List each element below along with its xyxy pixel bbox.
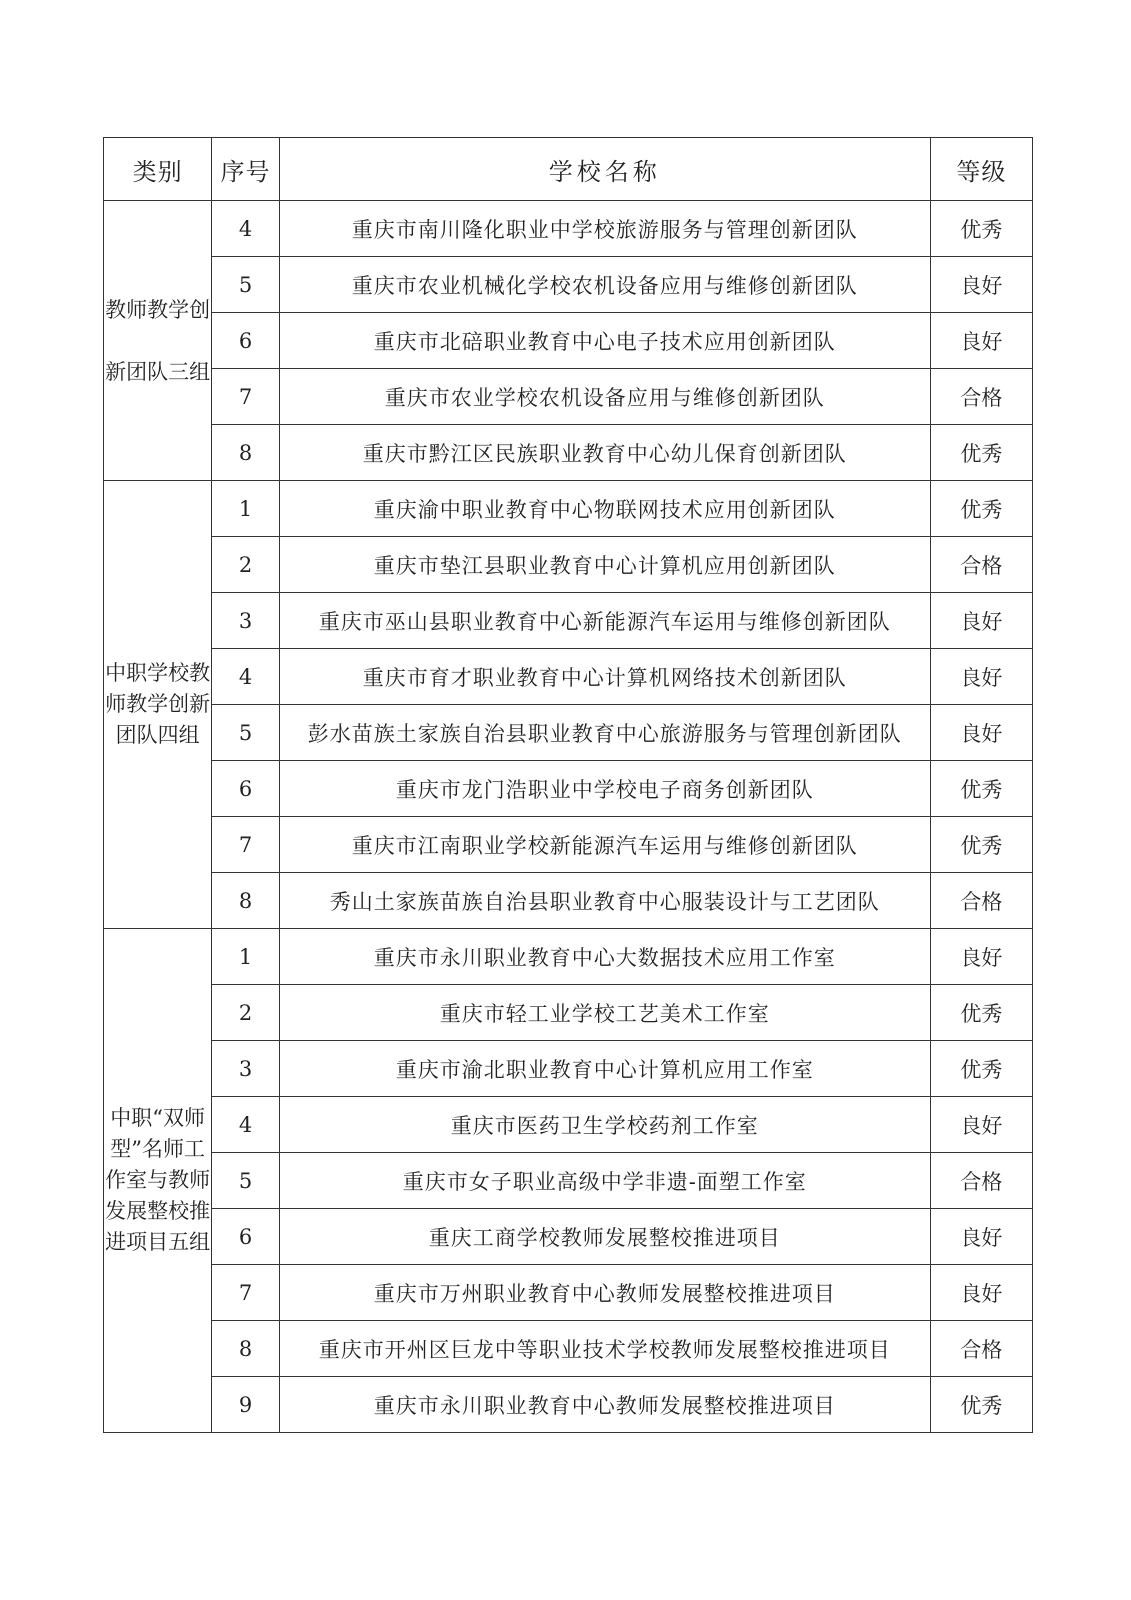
seq-cell: 6 — [212, 761, 279, 817]
seq-cell: 8 — [212, 873, 279, 929]
seq-cell: 4 — [212, 201, 279, 257]
header-school-name: 学校名称 — [279, 138, 930, 201]
table-row — [104, 1321, 1033, 1377]
table-row — [104, 1153, 1033, 1209]
header-seq: 序号 — [212, 138, 279, 201]
grade-cell: 良好 — [930, 257, 1032, 313]
category-cell: 中职学校教师教学创新团队四组 — [104, 481, 212, 929]
school-name-cell: 重庆市永川职业教育中心大数据技术应用工作室 — [279, 929, 930, 985]
table-row — [104, 1209, 1033, 1265]
seq-cell: 5 — [212, 1153, 279, 1209]
table-row — [104, 537, 1033, 593]
category-cell: 中职“双师型”名师工作室与教师发展整校推进项目五组 — [104, 929, 212, 1433]
table-row — [104, 201, 1033, 257]
school-name-cell: 重庆市北碚职业教育中心电子技术应用创新团队 — [279, 313, 930, 369]
grade-cell: 优秀 — [930, 201, 1032, 257]
seq-cell: 6 — [212, 1209, 279, 1265]
seq-cell: 7 — [212, 369, 279, 425]
school-name-cell: 重庆市巫山县职业教育中心新能源汽车运用与维修创新团队 — [279, 593, 930, 649]
seq-cell: 8 — [212, 1321, 279, 1377]
school-name-cell: 重庆市渝北职业教育中心计算机应用工作室 — [279, 1041, 930, 1097]
seq-cell: 2 — [212, 537, 279, 593]
grade-cell: 优秀 — [930, 1377, 1032, 1433]
table-row — [104, 873, 1033, 929]
grade-cell: 良好 — [930, 649, 1032, 705]
grade-cell: 优秀 — [930, 1041, 1032, 1097]
seq-cell: 7 — [212, 1265, 279, 1321]
grade-cell: 合格 — [930, 1153, 1032, 1209]
school-name-cell: 秀山土家族苗族自治县职业教育中心服装设计与工艺团队 — [279, 873, 930, 929]
table-row — [104, 369, 1033, 425]
school-name-cell: 重庆市轻工业学校工艺美术工作室 — [279, 985, 930, 1041]
seq-cell: 1 — [212, 481, 279, 537]
table-row — [104, 705, 1033, 761]
grade-cell: 良好 — [930, 313, 1032, 369]
results-table — [103, 137, 1033, 1433]
header-category: 类别 — [104, 138, 212, 201]
seq-cell: 5 — [212, 257, 279, 313]
school-name-cell: 重庆市女子职业高级中学非遗-面塑工作室 — [279, 1153, 930, 1209]
seq-cell: 9 — [212, 1377, 279, 1433]
school-name-cell: 重庆市医药卫生学校药剂工作室 — [279, 1097, 930, 1153]
seq-cell: 7 — [212, 817, 279, 873]
school-name-cell: 重庆市永川职业教育中心教师发展整校推进项目 — [279, 1377, 930, 1433]
table-row — [104, 1041, 1033, 1097]
school-name-cell: 重庆市万州职业教育中心教师发展整校推进项目 — [279, 1265, 930, 1321]
grade-cell: 优秀 — [930, 481, 1032, 537]
table-row — [104, 593, 1033, 649]
table-row — [104, 481, 1033, 537]
grade-cell: 合格 — [930, 873, 1032, 929]
grade-cell: 良好 — [930, 593, 1032, 649]
grade-cell: 良好 — [930, 1209, 1032, 1265]
table-row-highlighted — [104, 985, 1033, 1041]
seq-cell: 5 — [212, 705, 279, 761]
grade-cell: 良好 — [930, 1265, 1032, 1321]
seq-cell: 2 — [212, 985, 279, 1041]
school-name-cell: 重庆市育才职业教育中心计算机网络技术创新团队 — [279, 649, 930, 705]
grade-cell: 优秀 — [930, 761, 1032, 817]
school-name-cell: 重庆市垫江县职业教育中心计算机应用创新团队 — [279, 537, 930, 593]
school-name-cell: 重庆工商学校教师发展整校推进项目 — [279, 1209, 930, 1265]
grade-cell: 合格 — [930, 537, 1032, 593]
category-cell: 教师教学创新团队三组 — [104, 201, 212, 481]
grade-cell: 合格 — [930, 1321, 1032, 1377]
school-name-cell: 重庆市农业机械化学校农机设备应用与维修创新团队 — [279, 257, 930, 313]
table-row — [104, 1377, 1033, 1433]
school-name-cell: 重庆渝中职业教育中心物联网技术应用创新团队 — [279, 481, 930, 537]
school-name-cell: 重庆市黔江区民族职业教育中心幼儿保育创新团队 — [279, 425, 930, 481]
table-row — [104, 761, 1033, 817]
grade-cell: 优秀 — [930, 425, 1032, 481]
table-header-row — [104, 138, 1033, 201]
grade-cell: 良好 — [930, 1097, 1032, 1153]
school-name-cell: 重庆市江南职业学校新能源汽车运用与维修创新团队 — [279, 817, 930, 873]
grade-cell: 合格 — [930, 369, 1032, 425]
seq-cell: 3 — [212, 1041, 279, 1097]
school-name-cell: 彭水苗族土家族自治县职业教育中心旅游服务与管理创新团队 — [279, 705, 930, 761]
seq-cell: 4 — [212, 1097, 279, 1153]
school-name-cell: 重庆市农业学校农机设备应用与维修创新团队 — [279, 369, 930, 425]
seq-cell: 4 — [212, 649, 279, 705]
table-row — [104, 817, 1033, 873]
grade-cell: 优秀 — [930, 817, 1032, 873]
table-row — [104, 929, 1033, 985]
school-name-cell: 重庆市南川隆化职业中学校旅游服务与管理创新团队 — [279, 201, 930, 257]
grade-cell: 优秀 — [930, 985, 1032, 1041]
table-row — [104, 313, 1033, 369]
table-row — [104, 1097, 1033, 1153]
seq-cell: 3 — [212, 593, 279, 649]
header-grade: 等级 — [930, 138, 1032, 201]
seq-cell: 8 — [212, 425, 279, 481]
grade-cell: 良好 — [930, 705, 1032, 761]
table-row — [104, 1265, 1033, 1321]
table-row — [104, 425, 1033, 481]
school-name-cell: 重庆市龙门浩职业中学校电子商务创新团队 — [279, 761, 930, 817]
table-row — [104, 257, 1033, 313]
seq-cell: 1 — [212, 929, 279, 985]
table-row — [104, 649, 1033, 705]
school-name-cell: 重庆市开州区巨龙中等职业技术学校教师发展整校推进项目 — [279, 1321, 930, 1377]
grade-cell: 良好 — [930, 929, 1032, 985]
seq-cell: 6 — [212, 313, 279, 369]
